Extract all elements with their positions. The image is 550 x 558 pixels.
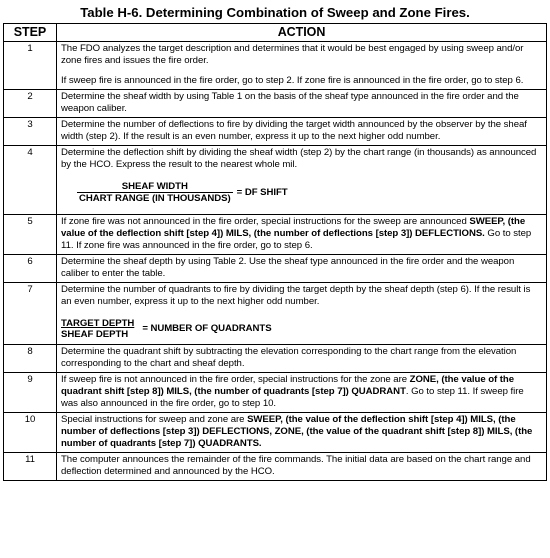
- formula: [77, 181, 542, 204]
- formula-denominator: CHART RANGE (IN THOUSANDS): [79, 193, 231, 204]
- step-number: 1: [4, 42, 57, 90]
- action-text: The FDO analyzes the target description and determines that it would be best engaged by using sweep and/or zone fires and issues the fire order.: [61, 43, 524, 66]
- action-text: Determine the number of deflections to fire by dividing the target width announced by the observer by the sheaf width (step 2). If the result is an even number, express it up to the next higher odd number.: [57, 118, 547, 146]
- action-text: . Go to step 11. If sweep fire was also announced in the fire order, go to step 10.: [61, 386, 524, 409]
- header-action: ACTION: [57, 24, 547, 42]
- action-cell: [57, 283, 547, 345]
- table-row: [4, 373, 547, 413]
- table-row: [4, 90, 547, 118]
- table-row: [4, 146, 547, 215]
- table-row: [4, 413, 547, 453]
- step-number: 9: [4, 373, 57, 413]
- action-text: Determine the quadrant shift by subtracting the elevation corresponding to the chart range from the elevation corresponding to the chart and sheaf depth.: [57, 345, 547, 373]
- header-step: STEP: [4, 24, 57, 42]
- action-cell: [57, 413, 547, 453]
- table-row: [4, 118, 547, 146]
- table-row: [4, 255, 547, 283]
- step-number: 2: [4, 90, 57, 118]
- step-number: 4: [4, 146, 57, 215]
- formula-result: = NUMBER OF QUADRANTS: [142, 323, 272, 334]
- action-text: Determine the sheaf depth by using Table 2. Use the sheaf type announced in the fire order and the weapon caliber to enter the table.: [57, 255, 547, 283]
- action-text: If sweep fire is announced in the fire order, go to step 2. If zone fire is announced in the fire order, go to step 6.: [61, 75, 524, 86]
- table-row: [4, 453, 547, 481]
- formula: [61, 318, 542, 340]
- formula-result: = DF SHIFT: [236, 186, 288, 198]
- action-command: ZONE, (the value of the quadrant shift [step 8]) MILS, (the number of quadrants [step 7]) QUADRANT: [61, 374, 515, 397]
- formula-numerator: TARGET DEPTH: [61, 318, 135, 329]
- action-cell: [57, 373, 547, 413]
- action-text: If sweep fire is not announced in the fire order, special instructions for the zone are: [61, 374, 410, 385]
- table-row: [4, 42, 547, 90]
- table-header-row: [4, 24, 547, 42]
- table-title: Table H-6. Determining Combination of Sweep and Zone Fires.: [80, 5, 470, 20]
- step-number: 8: [4, 345, 57, 373]
- action-cell: [57, 215, 547, 255]
- step-number: 3: [4, 118, 57, 146]
- action-text: If zone fire was not announced in the fire order, special instructions for the sweep are announced: [61, 216, 470, 227]
- action-cell: [57, 42, 547, 90]
- action-text: The computer announces the remainder of the fire commands. The initial data are based on the chart range and deflection determined and announced by the HCO.: [57, 453, 547, 481]
- formula-fraction: [61, 318, 134, 340]
- action-text: Determine the sheaf width by using Table 1 on the basis of the sheaf type announced in the fire order and the weapon caliber.: [57, 90, 547, 118]
- formula-numerator: SHEAF WIDTH: [121, 181, 188, 192]
- action-text: Special instructions for sweep and zone are: [61, 414, 248, 425]
- action-cell: [57, 146, 547, 215]
- procedure-table: [3, 23, 547, 481]
- table-row: [4, 345, 547, 373]
- formula-denominator: SHEAF DEPTH: [61, 329, 129, 340]
- action-command: SWEEP, (the value of the deflection shift [step 4]) MILS, (the number of deflections [step 3]) DEFLECTIONS.: [61, 216, 526, 239]
- step-number: 7: [4, 283, 57, 345]
- formula-fraction: [77, 181, 233, 204]
- table-row: [4, 283, 547, 345]
- action-command: SWEEP, (the value of the deflection shift [step 4]) MILS, (the number of deflections [step 3]) DEFLECTIONS, ZONE, (the value of the quadrant shift [step 8]) MILS, (the number of quadrants [step 7]) QUADRANTS.: [61, 414, 533, 449]
- step-number: 6: [4, 255, 57, 283]
- action-text: Determine the number of quadrants to fire by dividing the target depth by the sheaf depth (step 6). If the result is an even number, express it up to the next higher odd number.: [61, 284, 531, 307]
- step-number: 11: [4, 453, 57, 481]
- action-text: Go to step 11. If zone fire was announced in the fire order, go to step 6.: [61, 228, 532, 251]
- action-text: Determine the deflection shift by dividing the sheaf width (step 2) by the chart range (in thousands) as announced by the HCO. Express the result to the nearest whole mil.: [61, 147, 537, 170]
- table-row: [4, 215, 547, 255]
- step-number: 5: [4, 215, 57, 255]
- step-number: 10: [4, 413, 57, 453]
